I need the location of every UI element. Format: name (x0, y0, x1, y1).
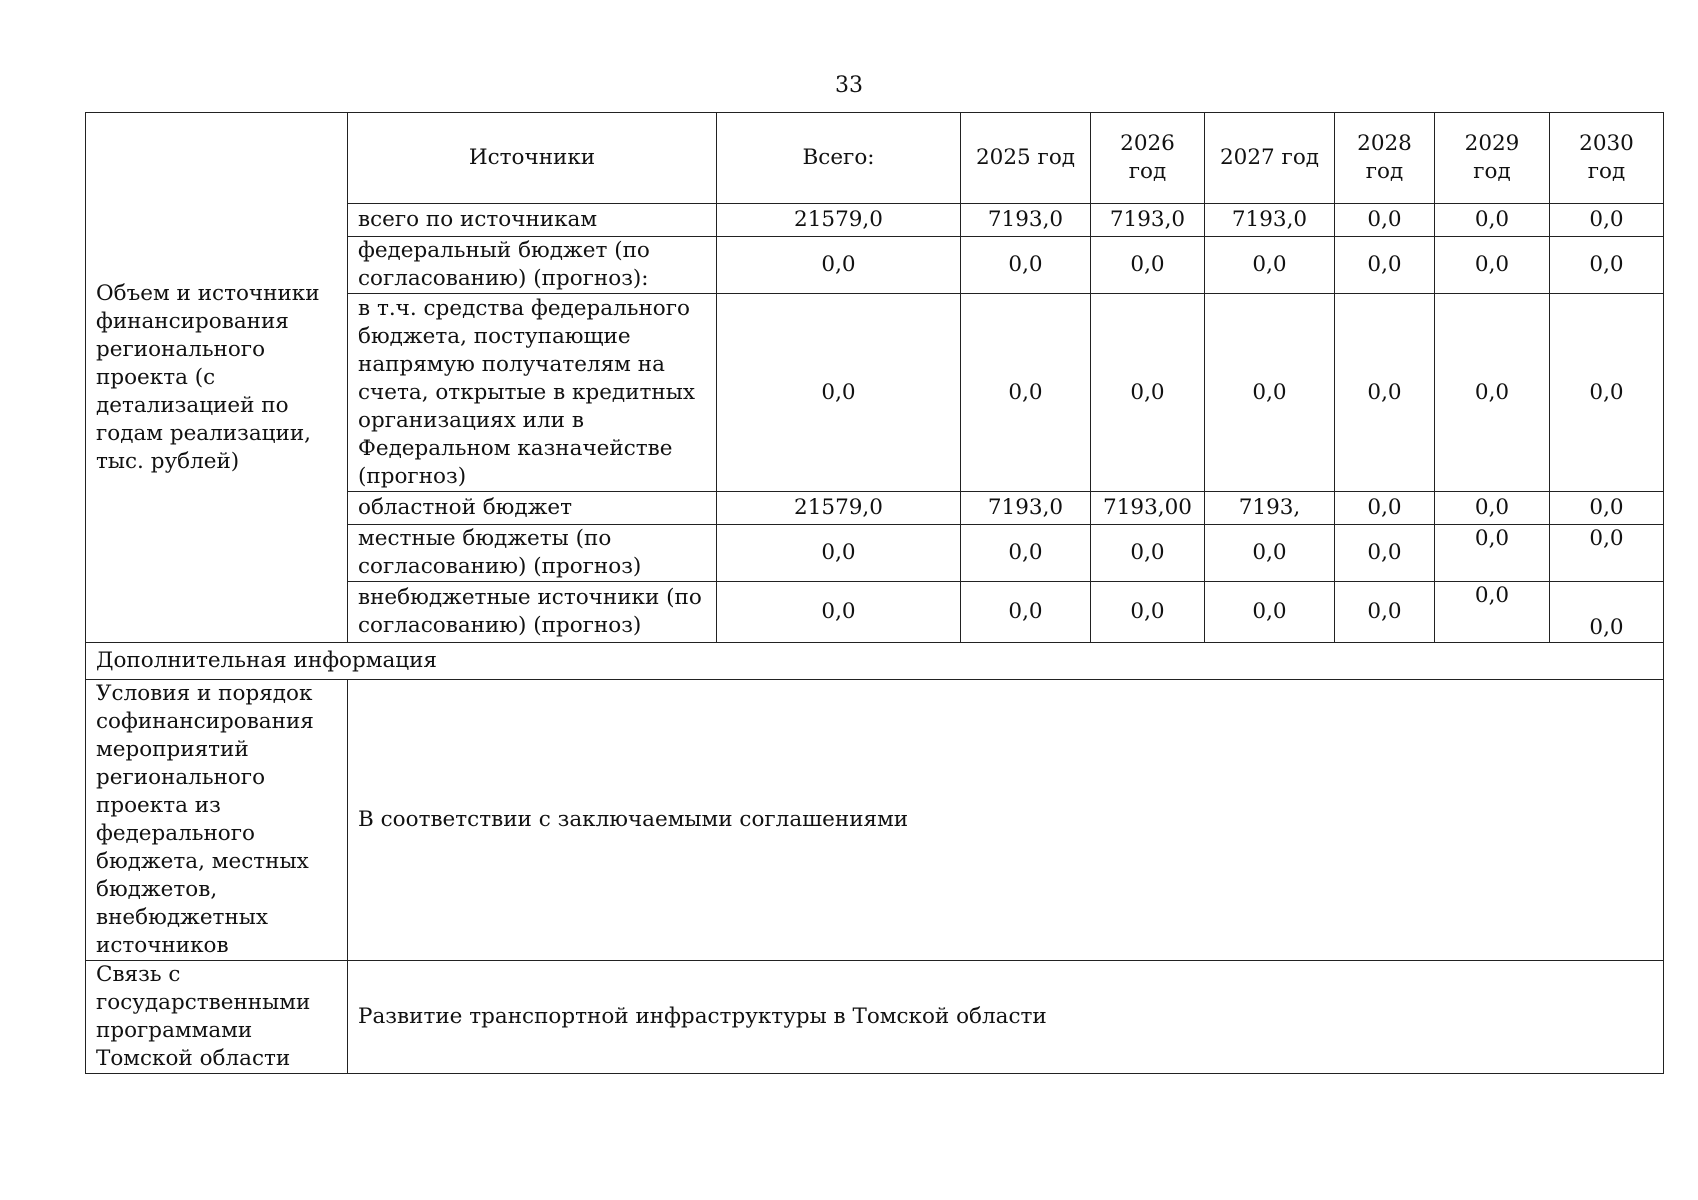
value-2025: 7193,0 (961, 492, 1091, 525)
additional-info-row (86, 643, 1664, 680)
programs-row (86, 961, 1664, 1074)
value-2028: 0,0 (1335, 204, 1435, 237)
value-2029: 0,0 (1435, 204, 1550, 237)
header-2026: 2026 год (1091, 113, 1205, 204)
value-2029: 0,0 (1435, 237, 1550, 294)
value-2026: 0,0 (1091, 525, 1205, 582)
value-total: 21579,0 (717, 204, 961, 237)
value-2025: 0,0 (961, 294, 1091, 492)
value-2026: 0,0 (1091, 237, 1205, 294)
value-2030: 0,0 (1550, 492, 1664, 525)
cofinancing-row (86, 680, 1664, 961)
value-2027: 0,0 (1205, 237, 1335, 294)
header-2030: 2030 год (1550, 113, 1664, 204)
row-source: местные бюджеты (по согласованию) (прогноз) (348, 525, 717, 582)
value-2028: 0,0 (1335, 294, 1435, 492)
row-source: федеральный бюджет (по согласованию) (прогноз): (348, 237, 717, 294)
financing-label: Объем и источники финансирования регионального проекта (с детализацией по годам реализации, тыс. рублей) (86, 113, 348, 643)
value-2030: 0,0 (1550, 237, 1664, 294)
value-total: 21579,0 (717, 492, 961, 525)
programs-value: Развитие транспортной инфраструктуры в Томской области (348, 961, 1664, 1074)
cofinancing-value: В соответствии с заключаемыми соглашениями (348, 680, 1664, 961)
row-source: внебюджетные источники (по согласованию) (прогноз) (348, 582, 717, 643)
header-row (86, 113, 1664, 204)
row-source: в т.ч. средства федерального бюджета, поступающие напрямую получателям на счета, открытые в кредитных организациях или в Федеральном казначействе (прогноз) (348, 294, 717, 492)
page-number: 33 (835, 73, 863, 98)
value-2030: 0,0 (1550, 525, 1664, 582)
header-sources: Источники (348, 113, 717, 204)
value-2030: 0,0 (1550, 204, 1664, 237)
value-total: 0,0 (717, 237, 961, 294)
value-2028: 0,0 (1335, 582, 1435, 643)
header-total: Всего: (717, 113, 961, 204)
header-2025: 2025 год (961, 113, 1091, 204)
value-2028: 0,0 (1335, 492, 1435, 525)
value-2025: 0,0 (961, 525, 1091, 582)
value-2027: 7193,0 (1205, 204, 1335, 237)
programs-label: Связь с государственными программами Томской области (86, 961, 348, 1074)
value-2027: 0,0 (1205, 294, 1335, 492)
value-2029: 0,0 (1435, 582, 1550, 643)
row-source: всего по источникам (348, 204, 717, 237)
value-2025: 0,0 (961, 582, 1091, 643)
value-2027: 0,0 (1205, 525, 1335, 582)
header-2027: 2027 год (1205, 113, 1335, 204)
value-2030: 0,0 (1550, 582, 1664, 643)
value-2025: 0,0 (961, 237, 1091, 294)
financing-table (85, 112, 1664, 1074)
value-2030: 0,0 (1550, 294, 1664, 492)
value-2029: 0,0 (1435, 294, 1550, 492)
value-total: 0,0 (717, 582, 961, 643)
value-2028: 0,0 (1335, 525, 1435, 582)
value-total: 0,0 (717, 294, 961, 492)
value-2026: 0,0 (1091, 582, 1205, 643)
row-source: областной бюджет (348, 492, 717, 525)
value-2028: 0,0 (1335, 237, 1435, 294)
value-total: 0,0 (717, 525, 961, 582)
value-2029: 0,0 (1435, 525, 1550, 582)
value-2026: 7193,0 (1091, 204, 1205, 237)
header-2028: 2028 год (1335, 113, 1435, 204)
value-2026: 0,0 (1091, 294, 1205, 492)
value-2026: 7193,00 (1091, 492, 1205, 525)
value-2027: 7193, (1205, 492, 1335, 525)
header-2029: 2029 год (1435, 113, 1550, 204)
value-2025: 7193,0 (961, 204, 1091, 237)
value-2027: 0,0 (1205, 582, 1335, 643)
additional-info-heading: Дополнительная информация (86, 643, 1664, 680)
value-2029: 0,0 (1435, 492, 1550, 525)
cofinancing-label: Условия и порядок софинансирования мероприятий регионального проекта из федерального бюджета, местных бюджетов, внебюджетных источников (86, 680, 348, 961)
